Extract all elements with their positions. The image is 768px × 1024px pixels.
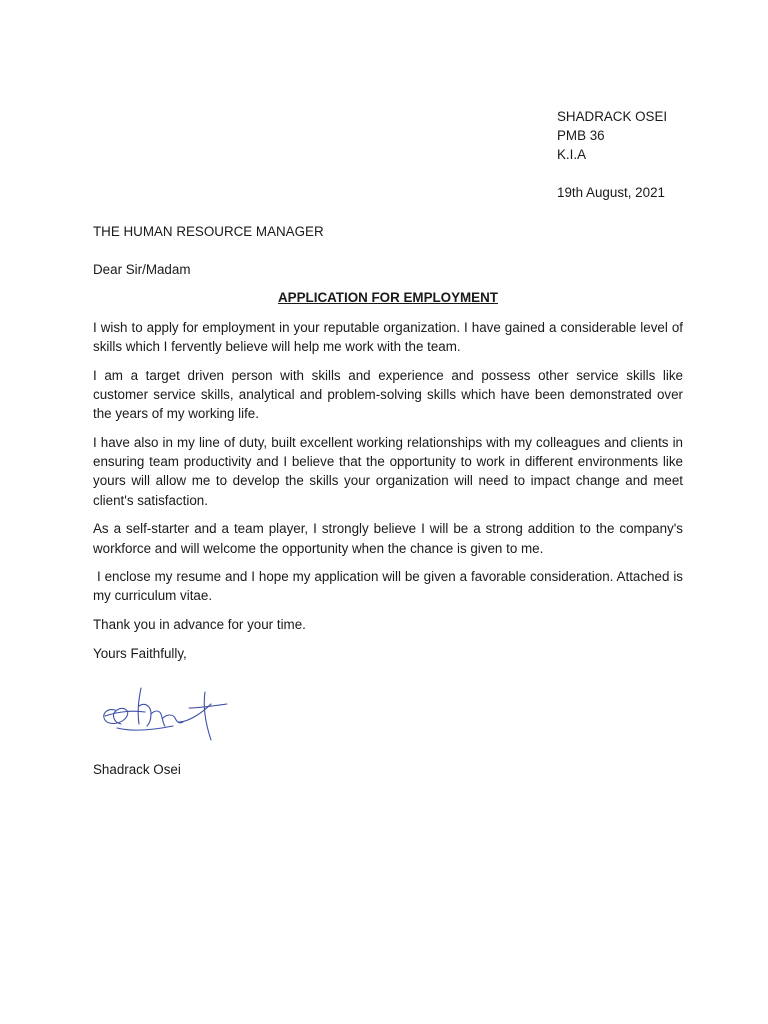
letter-date: 19th August, 2021 [557, 185, 665, 200]
sender-address-line-1: PMB 36 [557, 128, 605, 143]
closing-line: Yours Faithfully, [93, 646, 187, 662]
body-paragraph: As a self-starter and a team player, I strongly believe I will be a strong addition to the company's workforce and will welcome the opportunity when the chance is given to me. [93, 521, 683, 556]
handwritten-signature [93, 672, 233, 750]
thanks-line: Thank you in advance for your time. [93, 617, 306, 633]
body-paragraph: I wish to apply for employment in your reputable organization. I have gained a considerable level of skills which I fervently believe will help me work with the team. [93, 320, 683, 355]
body-paragraph: I enclose my resume and I hope my application will be given a favorable consideration. Attached is my curriculum vitae. [93, 569, 687, 604]
salutation: Dear Sir/Madam [93, 262, 191, 277]
body-paragraph: I have also in my line of duty, built excellent working relationships with my colleagues and clients in ensuring team productivity and I believe that the opportunity to work in different environments like yours will allow me to develop the skills your organization will need to impact change and meet client's satisfaction. [93, 435, 683, 508]
sender-address-block [557, 107, 667, 164]
sender-address-line-2: K.I.A [557, 147, 587, 162]
recipient-line: THE HUMAN RESOURCE MANAGER [93, 224, 324, 239]
letter-body [93, 318, 687, 674]
sender-name: SHADRACK OSEI [557, 109, 668, 124]
letter-subject: APPLICATION FOR EMPLOYMENT [278, 290, 498, 305]
body-paragraph: I am a target driven person with skills and experience and possess other service skills like customer service skills, analytical and problem-solving skills which have been demonstrated over the years of my working life. [93, 367, 683, 422]
signed-name: Shadrack Osei [93, 762, 181, 777]
signature-icon [93, 672, 233, 750]
